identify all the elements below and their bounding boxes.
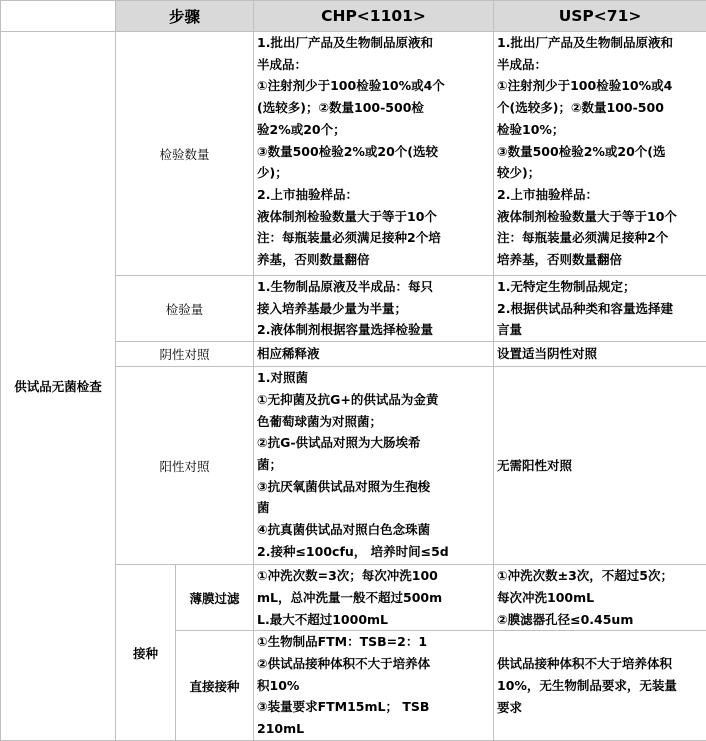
text-line: ①注射剂少于100检验10%或4 [497,75,704,97]
text-line: 菌 [257,497,491,519]
text-line: 个(选较多)；②数量100-500 [497,97,704,119]
text-line: ③数量500检验2%或20个(选较 [257,141,491,163]
table-row [1,32,706,276]
text-line: 1.批出厂产品及生物制品原液和 [497,32,704,54]
text-line: 210mL [257,718,491,740]
text-line: ①生物制品FTM：TSB=2：1 [257,631,491,653]
usp-cell [494,342,706,367]
sub-row-label: 薄膜过滤 [176,565,254,631]
text-line: 积10% [257,675,491,697]
text-line: 1.对照菌 [257,367,491,389]
text-line: ①冲洗次数=3次；每次冲洗100 [257,565,491,587]
text-line: ③数量500检验2%或20个(选 [497,141,704,163]
text-line: 注：每瓶装量必须满足接种2个培 [257,227,491,249]
chp-cell [254,32,494,276]
text-line: L.最大不超过1000mL [257,609,491,631]
section-title: 供试品无菌检查 [1,32,116,741]
text-line: 设置适当阴性对照 [497,343,704,365]
text-line: 1.无特定生物制品规定； [497,276,704,298]
usp-cell [494,565,706,631]
sub-row-label: 直接接种 [176,631,254,741]
usp-cell [494,32,706,276]
header-blank-cell [1,1,116,32]
row-label: 阴性对照 [116,342,254,367]
usp-cell [494,276,706,342]
text-line: 接入培养基最少量为半量； [257,298,491,320]
text-line: ③抗厌氧菌供试品对照为生孢梭 [257,476,491,498]
row-label: 检验数量 [116,32,254,276]
text-line: 检验10%； [497,119,704,141]
text-line: 液体制剂检验数量大于等于10个 [497,206,704,228]
text-line: 2.根据供试品种类和容量选择建 [497,298,704,320]
text-line: ②供试品接种体积不大于培养体 [257,653,491,675]
text-line: ④抗真菌供试品对照白色念珠菌 [257,519,491,541]
text-line: ①冲洗次数±3次，不超过5次； [497,565,704,587]
chp-cell [254,276,494,342]
chp-cell [254,631,494,741]
text-line: 要求 [497,697,704,719]
header-chp: CHP<1101> [254,1,494,32]
text-line: 言量 [497,319,704,341]
text-line: 每次冲洗100mL [497,587,704,609]
text-line: 菌； [257,454,491,476]
usp-cell [494,631,706,741]
text-line: 供试品接种体积不大于培养体积 [497,653,704,675]
text-line: 1.批出厂产品及生物制品原液和 [257,32,491,54]
chp-cell [254,565,494,631]
text-line: ③装量要求FTM15mL； TSB [257,696,491,718]
text-line: ①无抑菌及抗G+的供试品为金黄 [257,389,491,411]
text-line: 养基，否则数量翻倍 [257,249,491,271]
inoculation-label: 接种 [116,565,176,741]
text-line: mL，总冲洗量一般不超过500m [257,587,491,609]
text-line: 培养基，否则数量翻倍 [497,249,704,271]
text-line: 2.液体制剂根据容量选择检验量 [257,319,491,341]
text-line: 10%，无生物制品要求，无装量 [497,675,704,697]
text-line: 2.上市抽验样品： [497,184,704,206]
text-line: ②膜滤器孔径≤0.45um [497,609,704,631]
header-row [1,1,706,32]
text-line: 较少)； [497,162,704,184]
text-line: 液体制剂检验数量大于等于10个 [257,206,491,228]
text-line: 无需阳性对照 [497,455,704,477]
text-line: ①注射剂少于100检验10%或4个 [257,75,491,97]
row-label: 阳性对照 [116,367,254,565]
text-line: 注：每瓶装量必须满足接种2个 [497,227,704,249]
text-line: 2.上市抽验样品： [257,184,491,206]
text-line: (选较多)；②数量100-500检 [257,97,491,119]
text-line: 验2%或20个； [257,119,491,141]
header-step: 步骤 [116,1,254,32]
text-line: 相应稀释液 [257,343,491,365]
text-line: 色葡萄球菌为对照菌； [257,411,491,433]
usp-cell [494,367,706,565]
header-usp: USP<71> [494,1,706,32]
text-line: 1.生物制品原液及半成品：每只 [257,276,491,298]
text-line: 少)； [257,162,491,184]
chp-cell [254,342,494,367]
text-line: ②抗G-供试品对照为大肠埃希 [257,432,491,454]
text-line: 半成品： [257,54,491,76]
text-line: 半成品： [497,54,704,76]
text-line: 2.接种≤100cfu， 培养时间≤5d [257,541,491,563]
chp-cell [254,367,494,565]
row-label: 检验量 [116,276,254,342]
